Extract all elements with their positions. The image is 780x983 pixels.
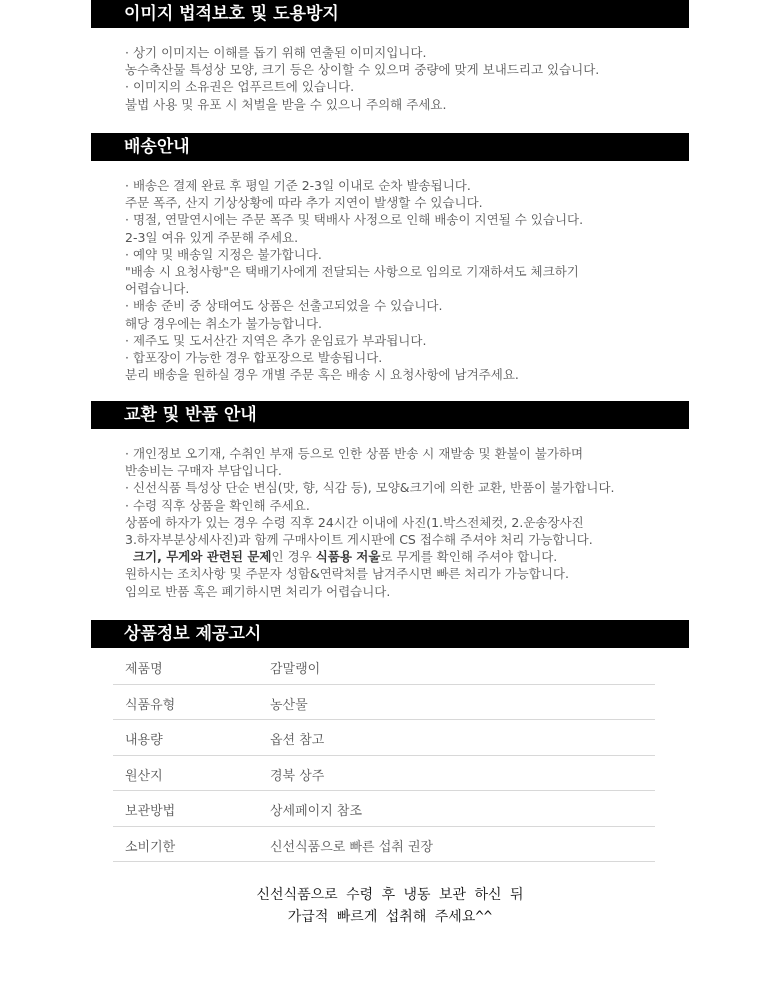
text-line: · 배송은 결제 완료 후 평일 기준 2-3일 이내로 순차 발송됩니다. [125,178,471,193]
text-line: · 명절, 연말연시에는 주문 폭주 및 택배사 사정으로 인해 배송이 지연될 수 있습니다. [125,212,584,228]
row-value: 감말랭이 [270,662,321,677]
shipping-title: 배송안내 [91,133,689,161]
text-fragment: 인 경우 [271,549,316,565]
row-value: 신선식품으로 빠른 섭취 권장 [270,839,434,855]
shipping-lines [125,177,685,383]
product-info-section [91,620,689,648]
text-line: 반송비는 구매자 부담입니다. [125,463,282,479]
bold-notice-line [125,548,685,565]
text-line: · 제주도 및 도서산간 지역은 추가 운임료가 부과됩니다. [125,332,427,348]
text-line: · 예약 및 배송일 지정은 불가합니다. [125,246,322,262]
text-line: · 신선식품 특성상 단순 변심(맛, 향, 식감 등), 모양&크기에 의한 교환, 반품이 불가합니다. [125,480,615,496]
text-line: 원하시는 조치사항 및 주문자 성함&연락처를 남겨주시면 빠른 처리가 가능합니다. [125,566,569,582]
text-line: 2-3일 여유 있게 주문해 주세요. [125,229,299,245]
text-line: · 개인정보 오기재, 수취인 부재 등으로 인한 상품 반송 시 재발송 및 환불이 불가하며 [125,446,584,461]
text-line: · 이미지의 소유권은 업푸르트에 있습니다. [125,79,355,95]
text-line: 불법 사용 및 유포 시 처벌을 받을 수 있으니 주의해 주세요. [125,96,447,112]
exchange-title: 교환 및 반품 안내 [91,401,689,429]
image-notice-lines [125,44,685,113]
bold-phrase: 식품용 저울 [315,549,381,565]
text-line: 주문 폭주, 산지 기상상황에 따라 추가 지연이 발생할 수 있습니다. [125,195,483,211]
table-row [113,756,655,792]
row-key: 소비기한 [125,839,176,855]
text-line: · 합포장이 가능한 경우 합포장으로 발송됩니다. [125,349,383,365]
row-value: 농산물 [270,697,308,713]
image-notice-section [91,0,689,28]
row-key: 식품유형 [125,697,176,713]
exchange-section [91,401,689,429]
row-value: 상세페이지 참조 [270,804,363,819]
row-key: 원산지 [125,768,163,784]
text-line: 해당 경우에는 취소가 불가능합니다. [125,315,323,331]
text-line: 농수축산물 특성상 모양, 크기 등은 상이할 수 있으며 중량에 맞게 보내드리고 있습니다. [125,62,600,78]
table-row [113,827,655,863]
text-line: 3.하자부분상세사진)과 함께 구매사이트 게시판에 CS 접수해 주셔야 처리 가능합니다. [125,531,593,547]
row-key: 보관방법 [125,804,176,819]
text-line: · 상기 이미지는 이해를 돕기 위해 연출된 이미지입니다. [125,45,427,60]
footer-line-2: 가급적 빠르게 섭취해 주세요^^ [287,909,493,925]
shipping-section [91,133,689,161]
bold-phrase: 크기, 무게와 관련된 문제 [132,549,272,565]
footer-note [0,884,780,928]
product-info-title: 상품정보 제공고시 [91,620,689,648]
text-line: · 수령 직후 상품을 확인해 주세요. [125,497,310,513]
text-line: "배송 시 요청사항"은 택배기사에게 전달되는 사항으로 임의로 기재하셔도 체크하기 [125,263,579,279]
row-key: 내용량 [125,733,163,748]
text-line: · 배송 준비 중 상태여도 상품은 선출고되었을 수 있습니다. [125,298,443,314]
table-row [113,685,655,721]
table-row [113,649,655,685]
row-value: 경북 상주 [270,768,325,784]
text-line: 어렵습니다. [125,281,190,297]
text-line: 상품에 하자가 있는 경우 수령 직후 24시간 이내에 사진(1.박스전체컷, 2.운송장사진 [125,514,584,530]
footer-line-1: 신선식품으로 수령 후 냉동 보관 하신 뒤 [256,887,524,903]
image-notice-title: 이미지 법적보호 및 도용방지 [91,0,689,28]
indent [125,549,133,564]
table-row [113,720,655,756]
text-fragment: 로 무게를 확인해 주셔야 합니다. [380,549,558,565]
row-key: 제품명 [125,662,163,677]
table-row [113,791,655,827]
text-line: 분리 배송을 원하실 경우 개별 주문 혹은 배송 시 요청사항에 남겨주세요. [125,367,519,383]
product-info-table [113,649,655,862]
row-value: 옵션 참고 [270,733,325,748]
exchange-lines [125,445,685,600]
text-line: 임의로 반품 혹은 폐기하시면 처리가 어렵습니다. [125,583,391,599]
